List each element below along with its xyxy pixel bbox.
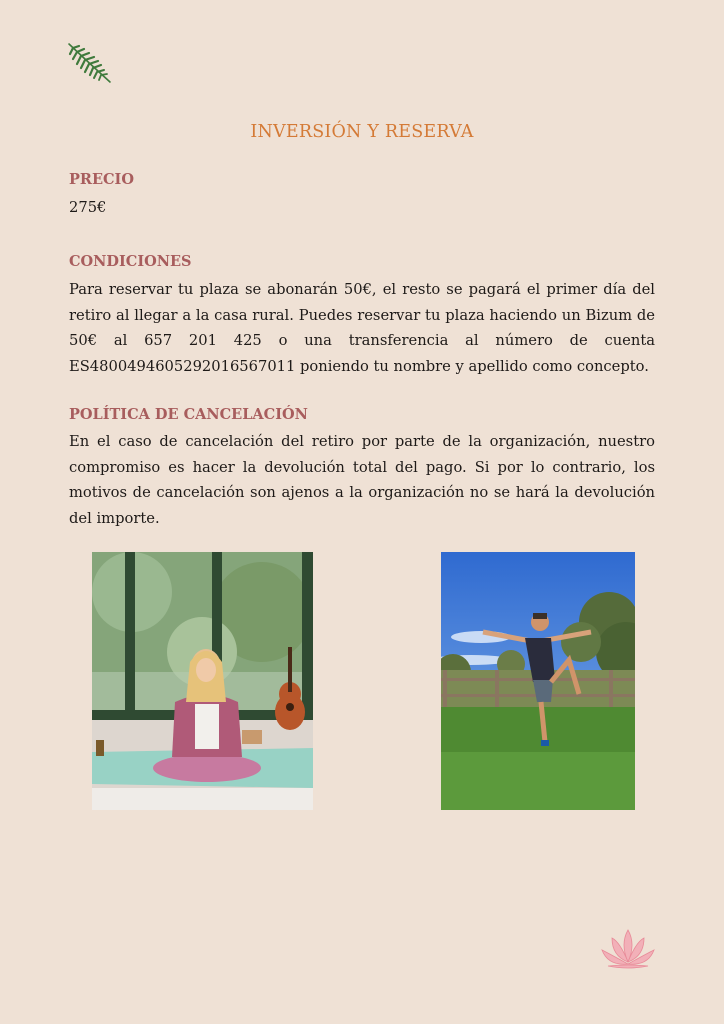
cancellation-text: En el caso de cancelación del retiro por parte de la organización, nuestro compromiso es hacer la devolución total del pago. Si por lo contrario, los motivos de cancelación son ajenos a la organización no se hará la devolución del importe. <box>69 433 655 527</box>
conditions-text: Para reservar tu plaza se abonarán 50€, el resto se pagará el primer día del retiro al llegar a la casa rural. Puedes reservar tu plaza haciendo un Bizum de 50€ al 657 201 425 o una transferencia al número de cuenta ES4800494605292016567011 poniendo tu nombre y apellido como concepto. <box>69 281 655 375</box>
fern-leaf-icon <box>66 42 112 86</box>
section-heading-precio: PRECIO <box>69 171 134 188</box>
price-text: 275€ <box>69 199 107 216</box>
photo-balance-pose <box>441 552 635 810</box>
section-heading-cancelacion: POLÍTICA DE CANCELACIÓN <box>69 406 308 423</box>
section-heading-condiciones: CONDICIONES <box>69 253 192 270</box>
lotus-flower-icon <box>600 926 656 970</box>
page-title: INVERSIÓN Y RESERVA <box>250 122 474 142</box>
photo-meditation <box>92 552 313 810</box>
